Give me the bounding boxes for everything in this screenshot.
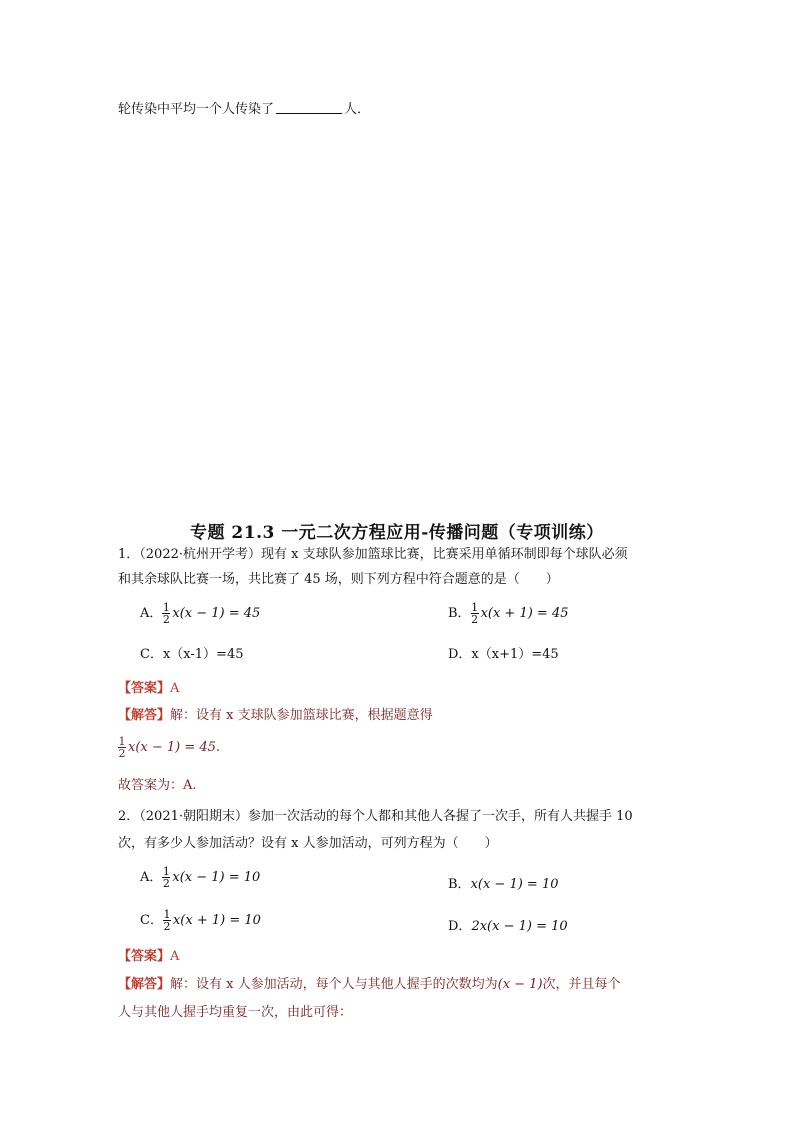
q1-option-a (140, 602, 260, 625)
q2-answer (118, 949, 179, 965)
q2-option-b (448, 873, 559, 892)
q1-conclusion: 故答案为：A. (118, 778, 197, 793)
q1-solution (118, 708, 433, 724)
q2-solution-line1 (118, 977, 621, 993)
q1-answer (118, 681, 179, 697)
fraction (118, 736, 126, 759)
fraction-denominator: 2 (162, 613, 170, 626)
option-math: x(x − 1) = 45 (172, 606, 261, 621)
q1-solution-equation (118, 736, 220, 759)
q2-solution-line2: 人与其他人握手均重复一次，由此可得： (118, 1005, 353, 1020)
solution-text: 解：设有 x 支球队参加篮球比赛，根据题意得 (170, 708, 433, 723)
fraction (471, 602, 479, 625)
fraction-numerator: 1 (471, 601, 479, 614)
fraction-numerator: 1 (163, 908, 171, 921)
fraction-denominator: 2 (118, 747, 126, 760)
equation: x(x − 1) = 45. (128, 740, 221, 755)
fragment-text-end: 人． (344, 102, 371, 117)
q2-option-c (140, 909, 261, 932)
fragment-text: 轮传染中平均一个人传染了 (118, 102, 275, 117)
option-math: x(x + 1) = 10 (172, 913, 261, 928)
option-math: x(x − 1) = 10 (470, 877, 559, 892)
page-title: 专题 21.3 一元二次方程应用-传播问题（专项训练） (190, 523, 604, 543)
option-math: x(x − 1) = 10 (172, 870, 261, 885)
fraction (163, 909, 171, 932)
solution-tag: 【解答】 (118, 708, 171, 723)
solution-math: (x − 1) (497, 977, 543, 992)
q1-stem-line2: 和其余球队比赛一场，共比赛了 45 场，则下列方程中符合题意的是（ ） (118, 572, 559, 587)
answer-tag: 【答案】 (118, 949, 171, 964)
option-math: x(x + 1) = 45 (480, 606, 569, 621)
fraction (162, 866, 170, 889)
solution-text: 解：设有 x 人参加活动，每个人与其他人握手的次数均为 (170, 977, 498, 992)
q1-option-d: D．x（x+1）=45 (448, 647, 559, 662)
answer-value: A (170, 681, 180, 696)
fraction-numerator: 1 (162, 601, 170, 614)
fraction (162, 602, 170, 625)
q2-option-d (448, 915, 568, 934)
option-label: C． (140, 913, 163, 928)
q2-stem-line2: 次，有多少人参加活动？设有 x 人参加活动，可列方程为（ ） (118, 836, 498, 851)
q1-option-b (448, 602, 569, 625)
option-label: A． (140, 606, 163, 621)
fraction-denominator: 2 (162, 877, 170, 890)
q2-stem-line1: 2．（2021·朝阳期末）参加一次活动的每个人都和其他人各握了一次手，所有人共握手 10 (118, 809, 633, 824)
fraction-denominator: 2 (471, 613, 479, 626)
option-label: A． (140, 870, 163, 885)
fraction-numerator: 1 (162, 865, 170, 878)
answer-value: A (170, 949, 180, 964)
q1-option-c: C．x（x-1）=45 (140, 647, 244, 662)
q2-option-a (140, 866, 260, 889)
fraction-denominator: 2 (163, 920, 171, 933)
answer-tag: 【答案】 (118, 681, 171, 696)
q1-stem-line1: 1．（2022·杭州开学考）现有 x 支球队参加篮球比赛，比赛采用单循环制即每个球队必须 (118, 547, 628, 562)
option-label: B． (448, 877, 471, 892)
option-label: B． (448, 606, 471, 621)
option-math: 2x(x − 1) = 10 (471, 919, 568, 934)
previous-question-fragment (118, 101, 370, 118)
answer-blank (276, 101, 342, 114)
fraction-numerator: 1 (118, 735, 126, 748)
solution-text-end: 次，并且每个 (542, 977, 621, 992)
solution-tag: 【解答】 (118, 977, 171, 992)
option-label: D． (448, 919, 472, 934)
